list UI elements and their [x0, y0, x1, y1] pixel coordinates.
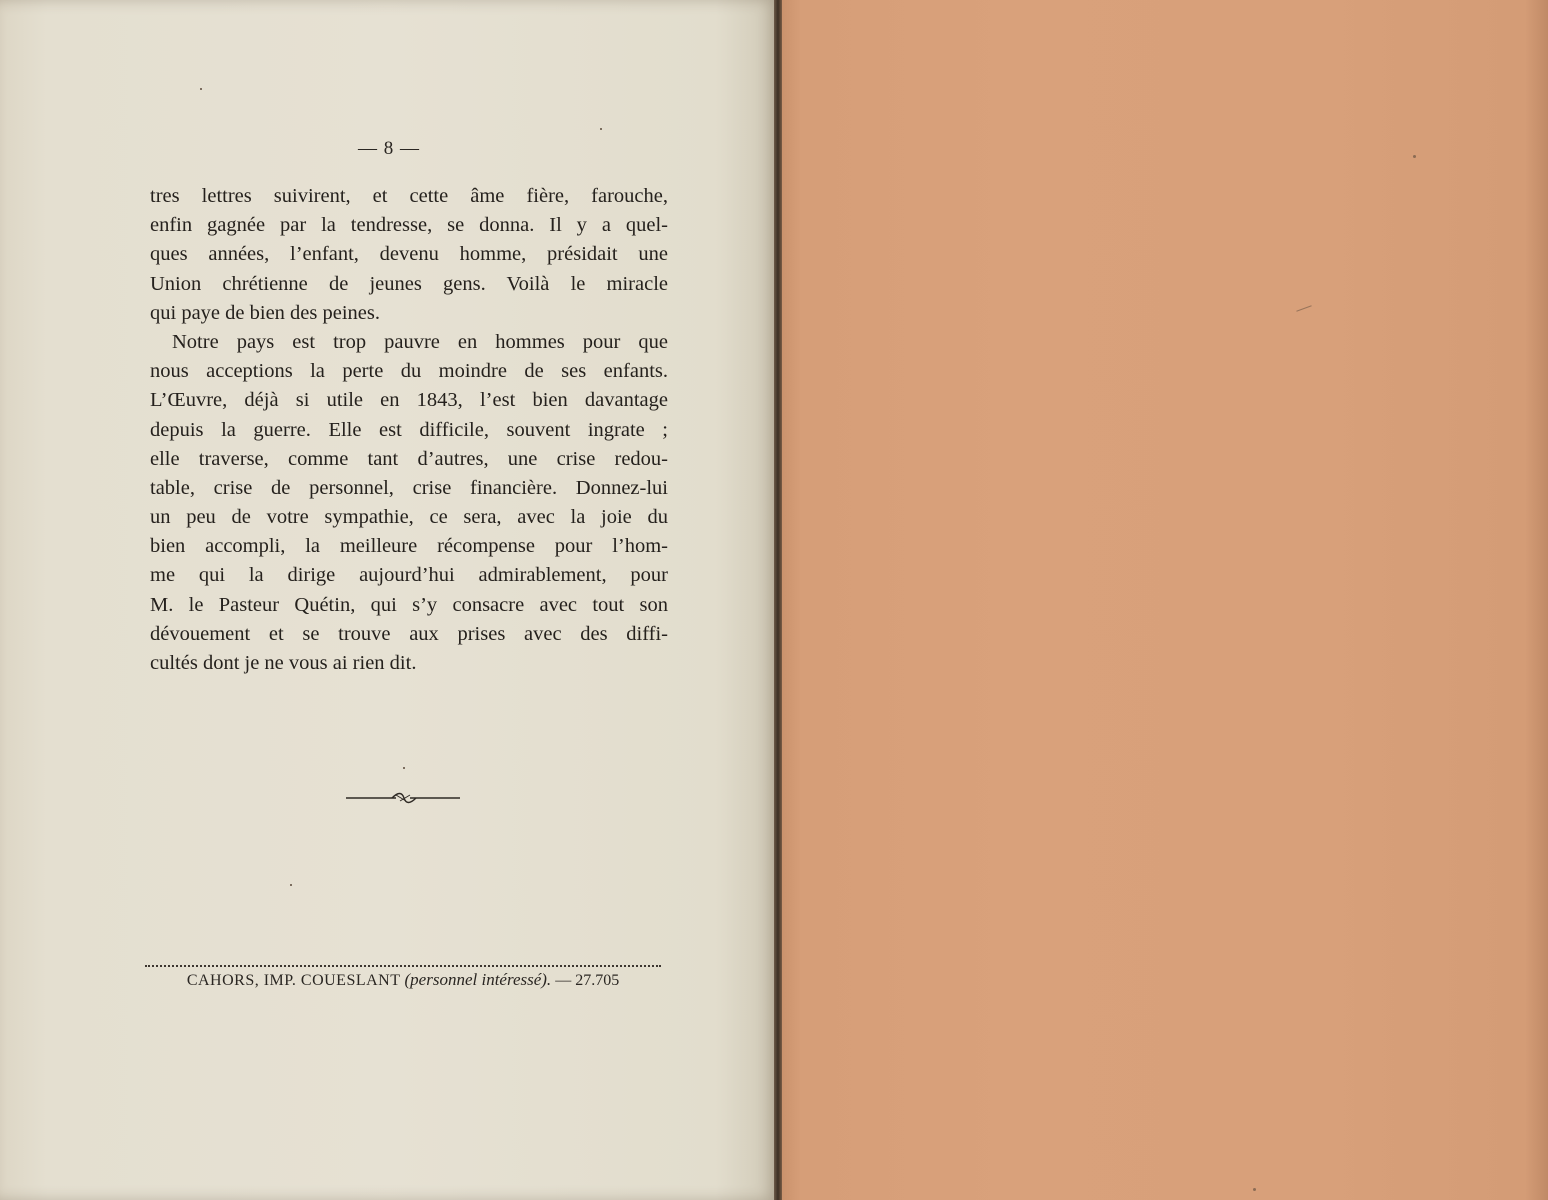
paper-speck	[290, 884, 292, 886]
text-line: Union chrétienne de jeunes gens. Voilà le miracle	[150, 272, 668, 295]
text-line: table, crise de personnel, crise financière. Donnez-lui	[150, 476, 668, 499]
paper-speck	[1253, 1188, 1256, 1191]
printer-imprint	[145, 970, 661, 990]
text-line: bien accompli, la meilleure récompense pour l’hom-	[150, 535, 668, 558]
paper-speck	[200, 88, 202, 90]
ornament-divider	[344, 788, 462, 808]
paper-speck	[1413, 155, 1416, 158]
text-line: dévouement et se trouve aux prises avec des diffi-	[150, 622, 668, 645]
right-page-blank-cover	[778, 0, 1548, 1200]
print-number: — 27.705	[555, 972, 620, 989]
book-spine	[774, 0, 782, 1200]
text-line: cultés dont je ne vous ai rien dit.	[150, 652, 417, 674]
text-line: elle traverse, comme tant d’autres, une crise redou-	[150, 447, 668, 470]
text-line: qui paye de bien des peines.	[150, 301, 380, 324]
text-line: M. le Pasteur Quétin, qui s’y consacre avec tout son	[150, 593, 668, 616]
body-text	[150, 182, 668, 678]
printer-name: CAHORS, IMP. COUESLANT	[186, 972, 401, 989]
footer-rule	[145, 965, 661, 967]
paper-speck	[600, 128, 602, 130]
text-line: tres lettres suivirent, et cette âme fière, farouche,	[150, 185, 668, 207]
text-line: enfin gagnée par la tendresse, se donna. Il y a quel-	[150, 214, 668, 237]
text-line: Notre pays est trop pauvre en hommes pour que	[172, 330, 668, 353]
paper-speck	[1296, 305, 1311, 311]
text-line: un peu de votre sympathie, ce sera, avec la joie du	[150, 506, 668, 529]
text-line: me qui la dirige aujourd’hui admirablement, pour	[150, 564, 668, 587]
text-line: L’Œuvre, déjà si utile en 1843, l’est bien davantage	[150, 389, 668, 412]
text-line: ques années, l’enfant, devenu homme, présidait une	[150, 243, 668, 266]
text-line: depuis la guerre. Elle est difficile, souvent ingrate ;	[150, 418, 668, 441]
text-line: nous acceptions la perte du moindre de ses enfants.	[150, 360, 668, 383]
paper-speck	[403, 767, 405, 769]
page-number: — 8 —	[358, 138, 420, 159]
printer-note: (personnel intéressé).	[404, 970, 552, 989]
